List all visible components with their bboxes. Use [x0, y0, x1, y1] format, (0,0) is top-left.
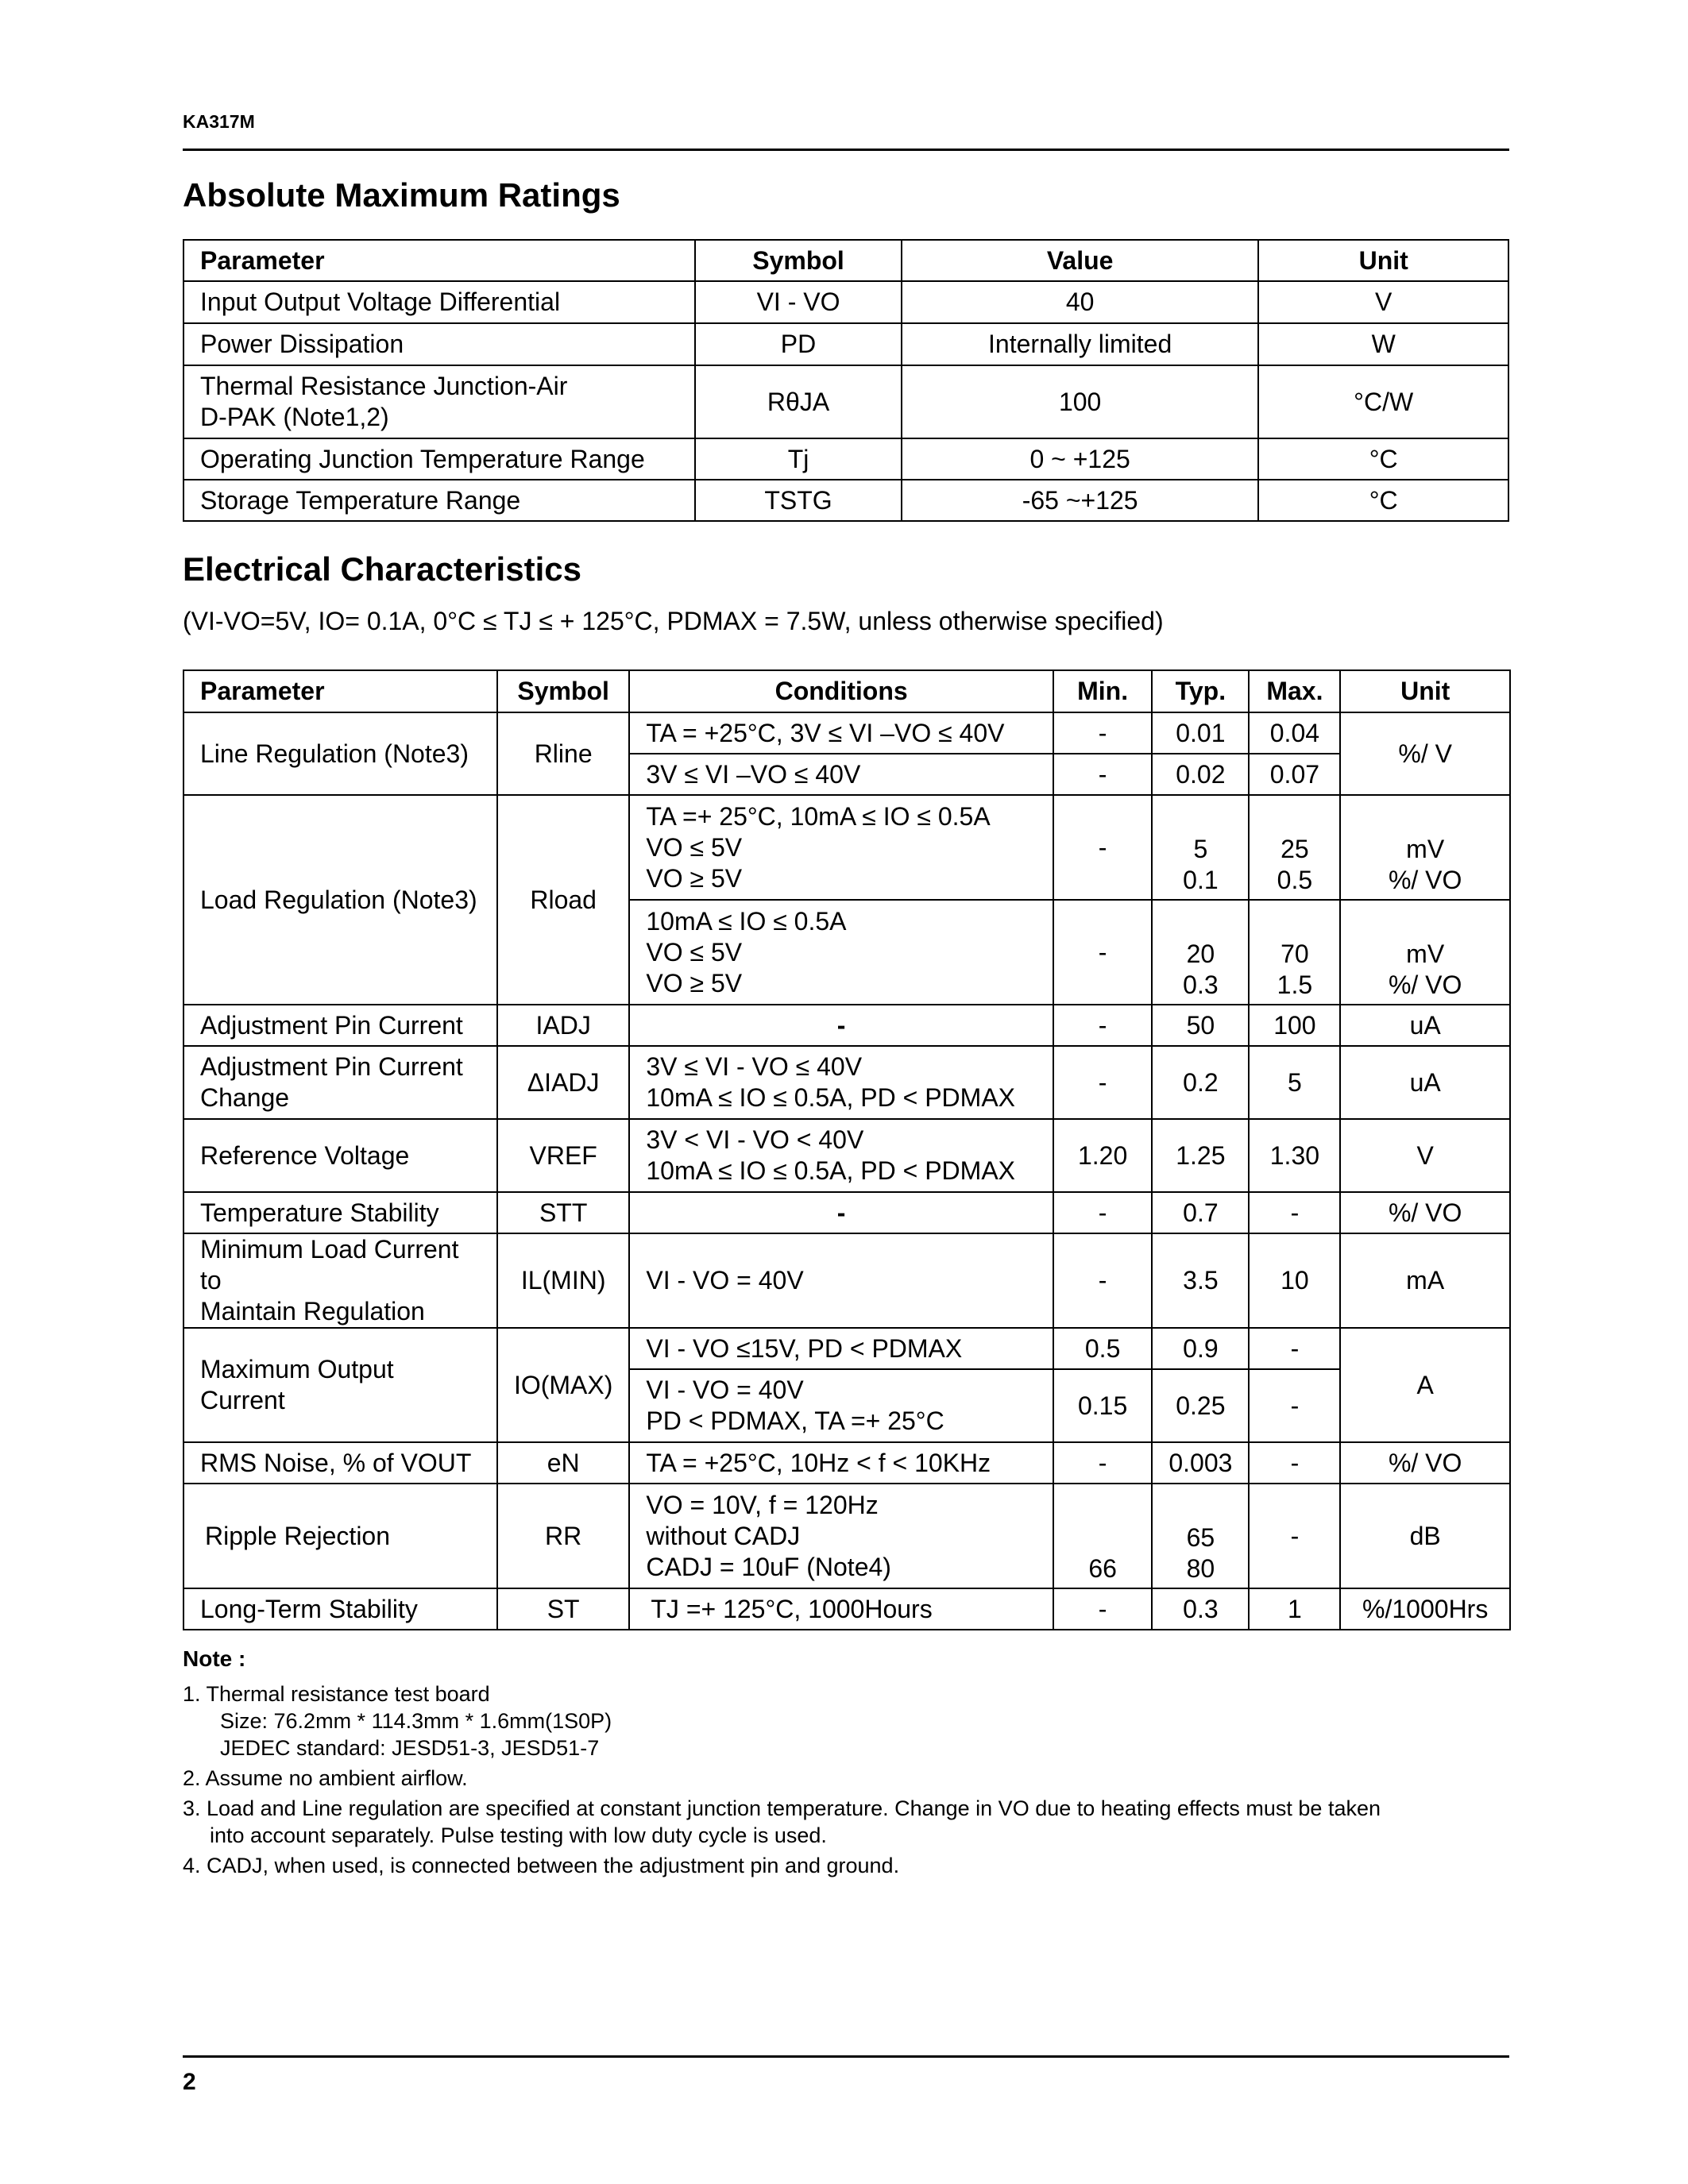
- note-line: 2. Assume no ambient airflow.: [183, 1766, 468, 1790]
- max-cell: [1249, 900, 1340, 1005]
- typ-cell: 0.02: [1152, 754, 1249, 795]
- unit-cell: %/ VO: [1340, 1442, 1510, 1484]
- parameter-cell: Ripple Rejection: [183, 1484, 497, 1588]
- symbol-cell: IADJ: [497, 1005, 629, 1046]
- max-line: 70: [1280, 940, 1309, 968]
- symbol-cell: Rload: [497, 795, 629, 1005]
- condition-line: VO ≥ 5V: [646, 968, 743, 997]
- conditions-cell: 3V ≤ VI –VO ≤ 40V: [629, 754, 1053, 795]
- typ-cell: 50: [1152, 1005, 1249, 1046]
- symbol-cell: PD: [695, 323, 902, 365]
- parameter-cell: [183, 365, 695, 438]
- amr-col-symbol: Symbol: [695, 240, 902, 281]
- symbol-cell: Rline: [497, 712, 629, 795]
- min-cell: -: [1053, 795, 1152, 900]
- conditions-cell: [629, 1046, 1053, 1119]
- min-cell: -: [1053, 1192, 1152, 1233]
- min-cell: 66: [1053, 1484, 1152, 1588]
- unit-cell: V: [1340, 1119, 1510, 1192]
- table-row: [183, 1046, 1510, 1119]
- conditions-cell: VI - VO ≤15V, PD < PDMAX: [629, 1328, 1053, 1369]
- value-cell: -65 ~+125: [902, 480, 1258, 521]
- note-item: [183, 1852, 1525, 1879]
- parameter-cell: Input Output Voltage Differential: [183, 281, 695, 323]
- datasheet-page: [183, 0, 1509, 2184]
- symbol-cell: eN: [497, 1442, 629, 1484]
- max-cell: -: [1249, 1369, 1340, 1442]
- max-cell: -: [1249, 1442, 1340, 1484]
- unit-cell: %/1000Hrs: [1340, 1588, 1510, 1630]
- unit-line: %/ VO: [1388, 970, 1462, 999]
- typ-line: 0.1: [1183, 866, 1219, 894]
- condition-line: VO ≤ 5V: [646, 832, 743, 862]
- table-row: [183, 1233, 1510, 1328]
- unit-cell: °C/W: [1258, 365, 1508, 438]
- symbol-cell: Tj: [695, 438, 902, 480]
- ec-table: [183, 669, 1511, 1630]
- conditions-cell: VI - VO = 40V: [629, 1233, 1053, 1328]
- typ-line: 65: [1186, 1523, 1215, 1552]
- max-cell: 0.04: [1249, 712, 1340, 754]
- min-cell: 0.15: [1053, 1369, 1152, 1442]
- ec-title: Electrical Characteristics: [183, 550, 581, 588]
- conditions-cell: [629, 1484, 1053, 1588]
- unit-cell: [1340, 900, 1510, 1005]
- condition-line: 10mA ≤ IO ≤ 0.5A: [646, 906, 847, 936]
- note-line: 1. Thermal resistance test board: [183, 1682, 490, 1706]
- conditions-cell: [629, 1369, 1053, 1442]
- parameter-cell: Load Regulation (Note3): [183, 795, 497, 1005]
- conditions-cell: TJ =+ 125°C, 1000Hours: [629, 1588, 1053, 1630]
- unit-cell: mA: [1340, 1233, 1510, 1328]
- unit-cell: %/ V: [1340, 712, 1510, 795]
- min-cell: -: [1053, 900, 1152, 1005]
- note-line: 3. Load and Line regulation are specified at constant junction temperature. Change in VO due to heating effects must be taken: [183, 1796, 1381, 1820]
- symbol-cell: ΔIADJ: [497, 1046, 629, 1119]
- unit-cell: uA: [1340, 1005, 1510, 1046]
- amr-title: Absolute Maximum Ratings: [183, 176, 620, 214]
- conditions-cell: -: [629, 1005, 1053, 1046]
- part-number-header: KA317M: [183, 111, 255, 132]
- unit-cell: °C: [1258, 480, 1508, 521]
- table-row: [183, 1192, 1510, 1233]
- unit-cell: %/ VO: [1340, 1192, 1510, 1233]
- symbol-cell: RR: [497, 1484, 629, 1588]
- page-number: 2: [183, 2069, 196, 2095]
- parameter-cell: Operating Junction Temperature Range: [183, 438, 695, 480]
- parameter-line: Minimum Load Current to: [200, 1235, 459, 1295]
- max-cell: -: [1249, 1484, 1340, 1588]
- ec-col-parameter: Parameter: [183, 670, 497, 712]
- typ-line: 80: [1186, 1554, 1215, 1583]
- unit-cell: °C: [1258, 438, 1508, 480]
- condition-line: without CADJ: [646, 1521, 801, 1550]
- min-cell: -: [1053, 1005, 1152, 1046]
- typ-line: 20: [1186, 940, 1215, 968]
- conditions-cell: [629, 795, 1053, 900]
- min-cell: -: [1053, 712, 1152, 754]
- typ-cell: 0.2: [1152, 1046, 1249, 1119]
- typ-cell: 3.5: [1152, 1233, 1249, 1328]
- parameter-line: Maintain Regulation: [200, 1297, 425, 1325]
- unit-cell: A: [1340, 1328, 1510, 1442]
- parameter-line: D-PAK (Note1,2): [200, 403, 389, 431]
- ec-col-max: Max.: [1249, 670, 1340, 712]
- parameter-cell: Reference Voltage: [183, 1119, 497, 1192]
- symbol-cell: IL(MIN): [497, 1233, 629, 1328]
- unit-line: mV: [1406, 835, 1445, 863]
- max-cell: 5: [1249, 1046, 1340, 1119]
- amr-table: [183, 239, 1509, 522]
- table-row: [183, 795, 1510, 900]
- parameter-cell: Power Dissipation: [183, 323, 695, 365]
- typ-cell: 0.25: [1152, 1369, 1249, 1442]
- table-row: [183, 1442, 1510, 1484]
- max-cell: 100: [1249, 1005, 1340, 1046]
- parameter-cell: RMS Noise, % of VOUT: [183, 1442, 497, 1484]
- condition-line: VO ≥ 5V: [646, 863, 743, 893]
- max-cell: -: [1249, 1328, 1340, 1369]
- value-cell: 0 ~ +125: [902, 438, 1258, 480]
- parameter-cell: [183, 1233, 497, 1328]
- max-cell: 10: [1249, 1233, 1340, 1328]
- max-line: 1.5: [1277, 970, 1313, 999]
- table-row: [183, 281, 1508, 323]
- condition-line: VO ≤ 5V: [646, 937, 743, 967]
- max-cell: 1: [1249, 1588, 1340, 1630]
- amr-header-row: [183, 240, 1508, 281]
- condition-line: PD < PDMAX, TA =+ 25°C: [646, 1406, 944, 1435]
- conditions-cell: -: [629, 1192, 1053, 1233]
- condition-line: 3V < VI - VO < 40V: [646, 1125, 864, 1154]
- note-item: [183, 1765, 1525, 1792]
- ec-col-conditions: Conditions: [629, 670, 1053, 712]
- note-item: [183, 1680, 1525, 1761]
- condition-line: TA =+ 25°C, 10mA ≤ IO ≤ 0.5A: [646, 801, 991, 831]
- max-cell: [1249, 795, 1340, 900]
- footer-rule: [183, 2055, 1509, 2058]
- max-cell: 1.30: [1249, 1119, 1340, 1192]
- ec-col-min: Min.: [1053, 670, 1152, 712]
- notes-section: [183, 1646, 1525, 1882]
- note-line: JEDEC standard: JESD51-3, JESD51-7: [220, 1736, 600, 1760]
- conditions-cell: TA = +25°C, 10Hz < f < 10KHz: [629, 1442, 1053, 1484]
- conditions-cell: TA = +25°C, 3V ≤ VI –VO ≤ 40V: [629, 712, 1053, 754]
- header-rule: [183, 149, 1509, 151]
- notes-title: Note :: [183, 1646, 246, 1671]
- typ-cell: 0.003: [1152, 1442, 1249, 1484]
- min-cell: -: [1053, 1046, 1152, 1119]
- table-row: [183, 323, 1508, 365]
- ec-conditions: (VI-VO=5V, IO= 0.1A, 0°C ≤ TJ ≤ + 125°C, PDMAX = 7.5W, unless otherwise specified): [183, 607, 1164, 635]
- parameter-cell: Adjustment Pin Current: [183, 1005, 497, 1046]
- table-row: [183, 1005, 1510, 1046]
- typ-cell: 0.3: [1152, 1588, 1249, 1630]
- typ-cell: 0.9: [1152, 1328, 1249, 1369]
- condition-line: CADJ = 10uF (Note4): [646, 1552, 891, 1581]
- parameter-cell: Storage Temperature Range: [183, 480, 695, 521]
- unit-cell: uA: [1340, 1046, 1510, 1119]
- unit-line: %/ VO: [1388, 866, 1462, 894]
- unit-line: mV: [1406, 940, 1445, 968]
- typ-cell: [1152, 1484, 1249, 1588]
- condition-line: 3V ≤ VI - VO ≤ 40V: [646, 1052, 863, 1081]
- note-line: 4. CADJ, when used, is connected between the adjustment pin and ground.: [183, 1854, 900, 1877]
- ec-col-unit: Unit: [1340, 670, 1510, 712]
- symbol-cell: RθJA: [695, 365, 902, 438]
- parameter-cell: Temperature Stability: [183, 1192, 497, 1233]
- amr-col-parameter: Parameter: [183, 240, 695, 281]
- parameter-cell: Line Regulation (Note3): [183, 712, 497, 795]
- max-line: 25: [1280, 835, 1309, 863]
- condition-line: 10mA ≤ IO ≤ 0.5A, PD < PDMAX: [646, 1083, 1015, 1112]
- unit-cell: W: [1258, 323, 1508, 365]
- ec-col-typ: Typ.: [1152, 670, 1249, 712]
- parameter-line: Change: [200, 1083, 290, 1112]
- table-row: [183, 438, 1508, 480]
- min-cell: -: [1053, 1233, 1152, 1328]
- parameter-cell: Maximum Output Current: [183, 1328, 497, 1442]
- conditions-cell: [629, 1119, 1053, 1192]
- typ-cell: [1152, 900, 1249, 1005]
- ec-col-symbol: Symbol: [497, 670, 629, 712]
- min-cell: 0.5: [1053, 1328, 1152, 1369]
- value-cell: 100: [902, 365, 1258, 438]
- typ-cell: 0.7: [1152, 1192, 1249, 1233]
- table-row: [183, 480, 1508, 521]
- min-cell: -: [1053, 754, 1152, 795]
- unit-cell: V: [1258, 281, 1508, 323]
- min-cell: 1.20: [1053, 1119, 1152, 1192]
- min-cell: -: [1053, 1442, 1152, 1484]
- parameter-line: Adjustment Pin Current: [200, 1052, 463, 1081]
- symbol-cell: ST: [497, 1588, 629, 1630]
- symbol-cell: IO(MAX): [497, 1328, 629, 1442]
- max-line: 0.5: [1277, 866, 1313, 894]
- parameter-cell: [183, 1046, 497, 1119]
- symbol-cell: VI - VO: [695, 281, 902, 323]
- note-line: Size: 76.2mm * 114.3mm * 1.6mm(1S0P): [220, 1709, 612, 1733]
- condition-line: VO = 10V, f = 120Hz: [646, 1490, 879, 1519]
- table-row: [183, 1484, 1510, 1588]
- amr-col-unit: Unit: [1258, 240, 1508, 281]
- typ-cell: 1.25: [1152, 1119, 1249, 1192]
- table-row: [183, 1119, 1510, 1192]
- note-item: [183, 1795, 1525, 1849]
- condition-line: 10mA ≤ IO ≤ 0.5A, PD < PDMAX: [646, 1156, 1015, 1185]
- conditions-cell: [629, 900, 1053, 1005]
- amr-col-value: Value: [902, 240, 1258, 281]
- max-cell: 0.07: [1249, 754, 1340, 795]
- typ-cell: 0.01: [1152, 712, 1249, 754]
- typ-cell: [1152, 795, 1249, 900]
- condition-line: VI - VO = 40V: [646, 1376, 804, 1404]
- value-cell: Internally limited: [902, 323, 1258, 365]
- symbol-cell: VREF: [497, 1119, 629, 1192]
- note-line: into account separately. Pulse testing with low duty cycle is used.: [210, 1823, 827, 1847]
- ec-header-row: [183, 670, 1510, 712]
- parameter-line: Thermal Resistance Junction-Air: [200, 372, 568, 400]
- symbol-cell: STT: [497, 1192, 629, 1233]
- unit-cell: dB: [1340, 1484, 1510, 1588]
- table-row: [183, 1588, 1510, 1630]
- parameter-cell: Long-Term Stability: [183, 1588, 497, 1630]
- symbol-cell: TSTG: [695, 480, 902, 521]
- table-row: [183, 712, 1510, 754]
- value-cell: 40: [902, 281, 1258, 323]
- table-row: [183, 365, 1508, 438]
- typ-line: 5: [1193, 835, 1208, 863]
- table-row: [183, 1328, 1510, 1369]
- typ-line: 0.3: [1183, 970, 1219, 999]
- min-cell: -: [1053, 1588, 1152, 1630]
- max-cell: -: [1249, 1192, 1340, 1233]
- unit-cell: [1340, 795, 1510, 900]
